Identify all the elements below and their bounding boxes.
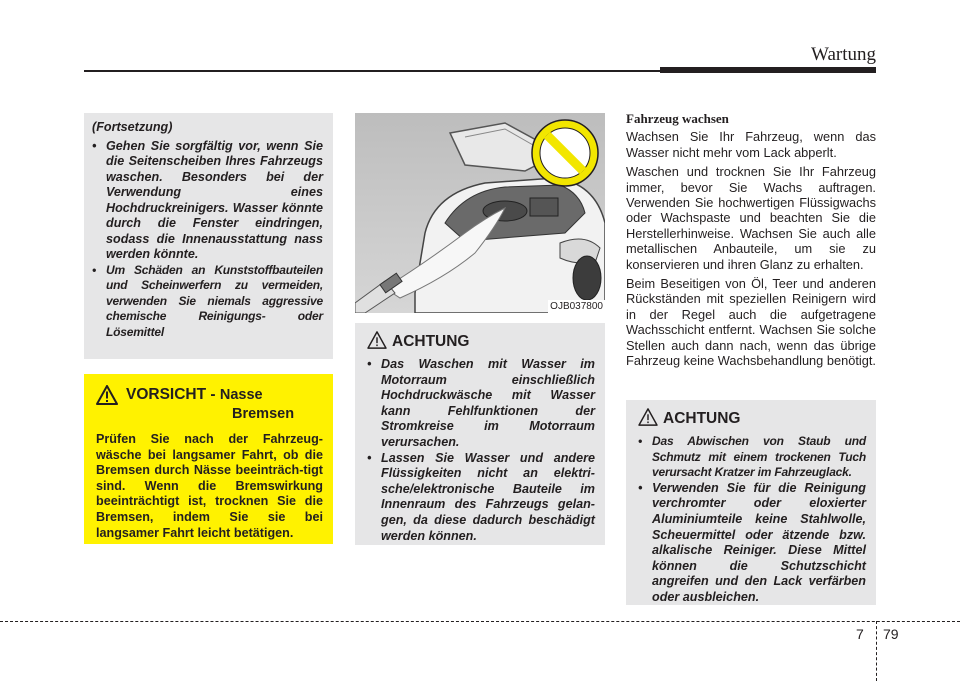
page-number: 79 [883, 626, 899, 642]
attention-item-high-pressure: • Das Waschen mit Wasser im Motorraum einschließlich Hochdruckwäsche mit Wasser kann Fehlfunktionen der Stromkreise im Motorraum verursachen. [367, 357, 595, 451]
warning-triangle-icon [367, 331, 387, 349]
footer-divider [876, 621, 877, 681]
waxing-heading: Fahrzeug wachsen [626, 111, 729, 126]
chapter-number: 7 [856, 626, 864, 642]
warning-triangle-icon [96, 385, 118, 405]
figure-code-label: OJB037800 [550, 301, 603, 312]
caution-label: VORSICHT - [126, 386, 216, 403]
waxing-paragraph: Beim Beseitigen von Öl, Teer und anderen Rückständen mit speziellen Reinigern wird in der Regel auch die aufgetragene Wachsschicht entfernt. Wachsen Sie solche Stellen auch dann nach, wenn das übrige Fahrzeug keine Wachsbehandlung benötigt. [626, 276, 876, 369]
waxing-section [626, 111, 876, 373]
continuation-box [84, 113, 333, 359]
continuation-item-plastic: • Um Schäden an Kunststoffbauteilen und Scheinwerfern zu vermeiden, verwenden Sie niemals aggressive chemische Reinigungs- oder Lösemittel [92, 263, 323, 341]
waxing-paragraph: Waschen und trocknen Sie Ihr Fahrzeug immer, bevor Sie Wachs auftragen. Verwenden Sie hochwertigen Flüssigwachs oder Wachspaste und beachten Sie die Herstellerhinweise. Wachsen Sie auch alle metallischen Anbauteile, um sie zu konservieren und ihren Glanz zu erhalten. [626, 164, 876, 272]
attention-title: ACHTUNG [663, 410, 741, 427]
attention-engine-box [355, 323, 605, 545]
attention-paint-box [626, 400, 876, 605]
attention-title: ACHTUNG [392, 333, 470, 350]
waxing-paragraph: Wachsen Sie Ihr Fahrzeug, wenn das Wasser nicht mehr vom Lack abperlt. [626, 129, 876, 160]
caution-subtitle-2: Bremsen [232, 406, 295, 422]
car-open-hood-drawing [355, 113, 605, 313]
section-title: Wartung [811, 44, 876, 65]
warning-triangle-icon [638, 408, 658, 426]
attention-item-dry-cloth: • Das Abwischen von Staub und Schmutz mit einem trockenen Tuch verursacht Kratzer im Fahrzeuglack. [638, 434, 866, 481]
continuation-item-window: • Gehen Sie sorgfältig vor, wenn Sie die Seitenscheiben Ihres Fahrzeugs waschen. Besonders bei der Verwendung eines Hochdruckreinigers. Wasser könnte durch die Fenster eindringen, sodass die Innenausstattung nass werden könnte. [92, 139, 323, 263]
footer-rule [0, 621, 960, 622]
engine-washing-illustration [355, 113, 605, 313]
continuation-title: (Fortsetzung) [92, 120, 173, 134]
attention-item-electronics: • Lassen Sie Wasser und andere Flüssigkeiten nicht an elektri-sche/elektronische Bauteile im Innenraum des Fahrzeugs gelan-gen, da diese dadurch beschädigt werden können. [367, 451, 595, 545]
caution-body: Prüfen Sie nach der Fahrzeug-wäsche bei langsamer Fahrt, ob die Bremsen durch Nässe beeinträch-tigt sind. Wenn die Bremswirkung beeinträchtigt ist, trocknen Sie die Bremsen, indem Sie sie bei langsamer Fahrt leicht betätigen. [96, 432, 323, 540]
header-rule-thick [660, 67, 876, 73]
prohibition-sign-icon [532, 120, 598, 186]
attention-item-chrome-parts: • Verwenden Sie für die Reinigung verchromter oder eloxierter Aluminiumteile keine Stahlwolle, Scheuermittel oder ätzende bzw. alkalische Reiniger. Diese Mittel können die Schutzschicht angreifen und den Lack verfärben oder ausbleichen. [638, 481, 866, 606]
caution-wet-brakes-box [84, 374, 333, 544]
caution-title [126, 386, 263, 404]
caution-subtitle-1: Nasse [219, 387, 263, 403]
header-rule [84, 70, 660, 72]
